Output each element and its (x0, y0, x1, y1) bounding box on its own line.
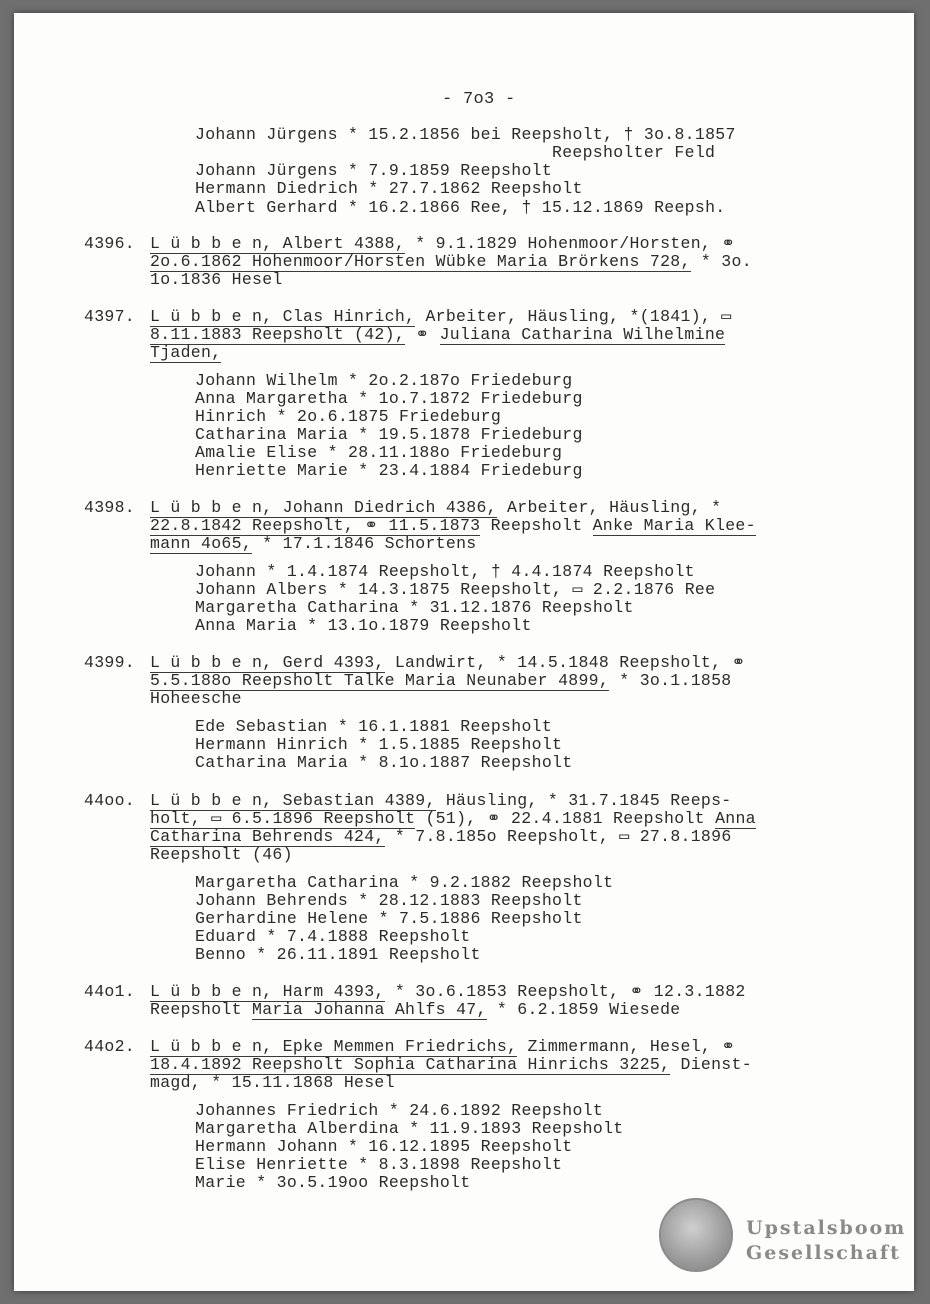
child-line: Elise Henriette * 8.3.1898 Reepsholt (195, 1155, 563, 1174)
entry-line (150, 1001, 681, 1019)
entry-text: * 7.8.185o Reepsholt, ▭ 27.8.1896 (384, 827, 732, 846)
entry-text: (51), ⚭ 22.4.1881 Reepsholt (415, 809, 716, 828)
entry-text: 2o.6.1862 Hohenmoor/Horsten (150, 252, 436, 271)
entry-line (150, 253, 752, 271)
child-line: Anna Maria * 13.1o.1879 Reepsholt (195, 616, 532, 635)
entry-text: 8.11.1883 Reepsholt (42), (150, 325, 406, 344)
entry-text: Reepsholt (480, 516, 593, 535)
page-number: - 7o3 - (442, 90, 516, 109)
child-line: Catharina Maria * 19.5.1878 Friedeburg (195, 425, 583, 444)
child-line: Marie * 3o.5.19oo Reepsholt (195, 1173, 471, 1192)
person-name: L ü b b e n, Albert 4388, (150, 234, 406, 253)
entry-line (150, 535, 476, 553)
child-line: Margaretha Catharina * 31.12.1876 Reepsholt (195, 598, 634, 617)
entry-number: 4397. (84, 307, 136, 326)
child-line: Hermann Johann * 16.12.1895 Reepsholt (195, 1137, 573, 1156)
child-line: Catharina Maria * 8.1o.1887 Reepsholt (195, 753, 573, 772)
entry-text: * 3o. (690, 252, 752, 271)
entry-text: 18.4.1892 Reepsholt (150, 1055, 355, 1074)
entry-number: 44o1. (84, 982, 136, 1001)
entry-line (150, 654, 746, 672)
spouse-name: Tjaden, (150, 343, 222, 362)
entry-text: 5.5.188o Reepsholt (150, 671, 344, 690)
entry-line (150, 828, 732, 846)
child-line: Margaretha Catharina * 9.2.1882 Reepsholt (195, 873, 614, 892)
entry-line (150, 1056, 752, 1074)
child-line: Johann Wilhelm * 2o.2.187o Friedeburg (195, 371, 573, 390)
child-line: Johann Behrends * 28.12.1883 Reepsholt (195, 891, 583, 910)
person-name: L ü b b e n, Epke Memmen Friedrichs, (150, 1037, 518, 1056)
spouse-name: Wübke Maria Brörkens 728, (435, 252, 691, 271)
entry-text: Häusling, * 31.7.1845 Reeps- (435, 791, 732, 810)
spouse-name: Maria Johanna Ahlfs 47, (252, 1000, 487, 1019)
entry-number: 44o2. (84, 1037, 136, 1056)
spouse-name: Juliana Catharina Wilhelmine (439, 325, 726, 344)
spouse-name: Talke Maria Neunaber 4899, (343, 671, 610, 690)
entry-line (150, 517, 756, 535)
child-line: Hinrich * 2o.6.1875 Friedeburg (195, 407, 502, 426)
person-name: L ü b b e n, Clas Hinrich, (150, 307, 416, 326)
entry-text: * 9.1.1829 Hohenmoor/Horsten, ⚭ (405, 234, 736, 253)
entry-line: magd, * 15.11.1868 Hesel (150, 1073, 395, 1092)
entry-line: Hoheesche (150, 689, 242, 708)
entry-text: * 17.1.1846 Schortens (252, 534, 477, 553)
seal-logo-icon (659, 1198, 733, 1272)
text-line: Johann Jürgens * 7.9.1859 Reepsholt (195, 161, 553, 180)
entry-text: Arbeiter, Häusling, *(1841), ▭ (415, 307, 732, 326)
person-name: L ü b b e n, Sebastian 4389, (150, 791, 436, 810)
child-line: Amalie Elise * 28.11.188o Friedeburg (195, 443, 563, 462)
person-name: L ü b b e n, Gerd 4393, (150, 653, 385, 672)
entry-text: Arbeiter, Häusling, * (496, 498, 722, 517)
text-line: Albert Gerhard * 16.2.1866 Ree, † 15.12.1869 Reepsh. (195, 198, 726, 217)
spouse-name: Sophia Catharina Hinrichs 3225, (354, 1055, 671, 1074)
child-line: Margaretha Alberdina * 11.9.1893 Reepsholt (195, 1119, 624, 1138)
spouse-name: mann 4o65, (150, 534, 253, 553)
entry-line (150, 983, 746, 1001)
child-line: Anna Margaretha * 1o.7.1872 Friedeburg (195, 389, 583, 408)
person-name: L ü b b e n, Johann Diedrich 4386, (150, 498, 497, 517)
entry-number: 4396. (84, 234, 136, 253)
entry-number: 4398. (84, 498, 136, 517)
child-line: Ede Sebastian * 16.1.1881 Reepsholt (195, 717, 553, 736)
logo-line: Gesellschaft (746, 1242, 901, 1264)
entry-line (150, 672, 732, 690)
entry-text: * 3o.1.1858 (609, 671, 732, 690)
text-line: Reepsholter Feld (552, 143, 716, 162)
spouse-name: Anke Maria Klee- (592, 516, 756, 535)
entry-text: Landwirt, * 14.5.1848 Reepsholt, ⚭ (384, 653, 746, 672)
entry-text: * 6.2.1859 Wiesede (486, 1000, 681, 1019)
text-line: Hermann Diedrich * 27.7.1862 Reepsholt (195, 179, 583, 198)
child-line: Johann * 1.4.1874 Reepsholt, † 4.4.1874 Reepsholt (195, 562, 695, 581)
entry-line: 1o.1836 Hesel (150, 270, 283, 289)
entry-text: Dienst- (670, 1055, 752, 1074)
entry-text: ⚭ (405, 325, 440, 344)
entry-text: holt, ▭ 6.5.1896 Reepsholt (150, 809, 416, 828)
publisher-logo-text (746, 1216, 906, 1266)
text-line: Johann Jürgens * 15.2.1856 bei Reepsholt, † 3o.8.1857 (195, 125, 736, 144)
person-name: L ü b b e n, Harm 4393, (150, 982, 385, 1001)
entry-line: Reepsholt (46) (150, 845, 293, 864)
child-line: Benno * 26.11.1891 Reepsholt (195, 945, 481, 964)
document-page (14, 13, 914, 1291)
child-line: Hermann Hinrich * 1.5.1885 Reepsholt (195, 735, 563, 754)
entry-number: 4399. (84, 653, 136, 672)
entry-line (150, 308, 732, 326)
entry-line (150, 499, 721, 517)
entry-line (150, 326, 725, 344)
entry-text: * 3o.6.1853 Reepsholt, ⚭ 12.3.1882 (384, 982, 746, 1001)
entry-line (150, 344, 221, 362)
spouse-name: Catharina Behrends 424, (150, 827, 385, 846)
child-line: Henriette Marie * 23.4.1884 Friedeburg (195, 461, 583, 480)
child-line: Johannes Friedrich * 24.6.1892 Reepsholt (195, 1101, 604, 1120)
spouse-name: Anna (715, 809, 756, 828)
entry-number: 44oo. (84, 791, 136, 810)
child-line: Gerhardine Helene * 7.5.1886 Reepsholt (195, 909, 583, 928)
entry-line (150, 810, 756, 828)
entry-line (150, 792, 732, 810)
entry-text: Zimmermann, Hesel, ⚭ (517, 1037, 736, 1056)
entry-text: 22.8.1842 Reepsholt, ⚭ 11.5.1873 (150, 516, 481, 535)
entry-text: Reepsholt (150, 1000, 253, 1019)
child-line: Eduard * 7.4.1888 Reepsholt (195, 927, 471, 946)
entry-line (150, 235, 735, 253)
entry-line (150, 1038, 735, 1056)
logo-line: Upstalsboom (746, 1217, 907, 1239)
child-line: Johann Albers * 14.3.1875 Reepsholt, ▭ 2.2.1876 Ree (195, 580, 716, 599)
